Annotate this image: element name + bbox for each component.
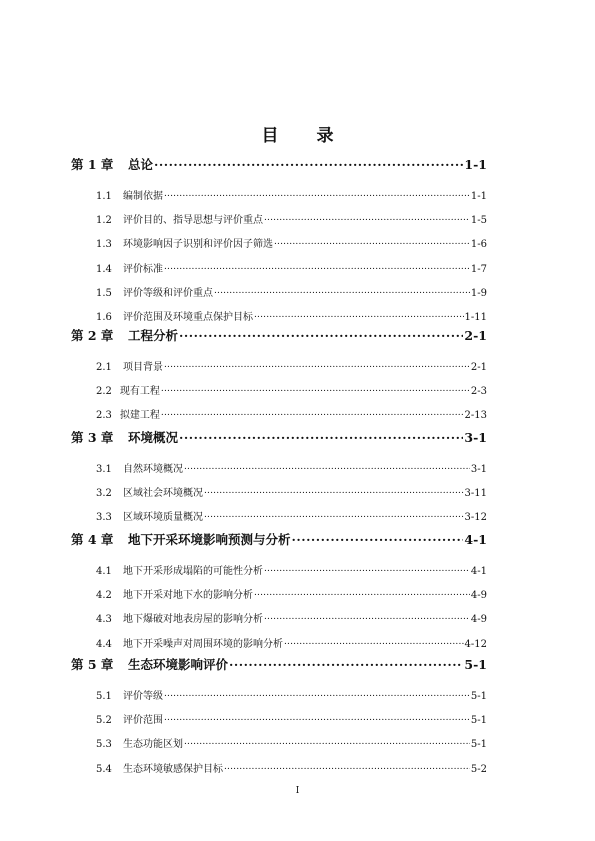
toc-section-entry[interactable]	[96, 235, 487, 250]
section-title: 自然环境概况	[123, 464, 183, 475]
chapter-title: 地下开采环境影响预测与分析	[128, 532, 291, 547]
section-title: 生态功能区划	[123, 739, 183, 750]
section-number: 4.3	[96, 614, 112, 625]
section-number: 2.3	[96, 410, 112, 421]
dot-leader	[224, 762, 470, 772]
toc-section-entry[interactable]	[96, 635, 487, 650]
toc-section-entry[interactable]	[96, 382, 487, 397]
dot-leader	[264, 564, 470, 574]
section-page-number: 5-1	[470, 739, 487, 750]
section-number: 2.1	[96, 362, 112, 373]
section-number: 1.3	[96, 239, 112, 250]
toc-section-entry[interactable]	[96, 586, 487, 601]
section-number: 5.3	[96, 739, 112, 750]
toc-section-entry[interactable]	[96, 260, 487, 275]
chapter-page-number: 2-1	[464, 328, 487, 343]
toc-section-entry[interactable]	[96, 711, 487, 726]
dot-leader	[254, 588, 470, 598]
section-page-number: 1-11	[464, 312, 487, 323]
section-number: 1.4	[96, 264, 112, 275]
section-page-number: 1-7	[470, 264, 487, 275]
dot-leader	[274, 237, 470, 247]
chapter-number: 第 2 章	[71, 328, 114, 343]
section-title: 区域环境质量概况	[123, 512, 203, 523]
section-page-number: 1-6	[470, 239, 487, 250]
section-title: 现有工程	[119, 386, 160, 397]
toc-section-entry[interactable]	[96, 406, 487, 421]
section-page-number: 2-1	[470, 362, 487, 373]
section-title: 评价范围	[123, 715, 163, 726]
dot-leader	[164, 689, 470, 699]
section-title: 评价标准	[123, 264, 163, 275]
chapter-number: 第 1 章	[71, 157, 114, 172]
toc-chapter-entry[interactable]	[71, 326, 487, 344]
toc-title: 目 录	[261, 126, 350, 146]
section-number: 5.2	[96, 715, 112, 726]
toc-section-entry[interactable]	[96, 187, 487, 202]
section-page-number: 5-1	[470, 691, 487, 702]
toc-section-entry[interactable]	[96, 211, 487, 226]
dot-leader	[229, 657, 463, 670]
chapter-title: 生态环境影响评价	[128, 657, 229, 672]
section-number: 1.1	[96, 191, 112, 202]
dot-leader	[161, 408, 464, 418]
dot-leader	[154, 157, 463, 170]
dot-leader	[164, 189, 470, 199]
chapter-title: 工程分析	[128, 328, 179, 343]
section-number: 1.5	[96, 288, 112, 299]
section-number: 3.1	[96, 464, 112, 475]
toc-section-entry[interactable]	[96, 760, 487, 775]
section-title: 环境影响因子识别和评价因子筛选	[123, 239, 273, 250]
toc-section-entry[interactable]	[96, 508, 487, 523]
section-title: 拟建工程	[119, 410, 160, 421]
section-number: 4.1	[96, 566, 112, 577]
toc-chapter-entry[interactable]	[71, 428, 487, 446]
dot-leader	[204, 510, 464, 520]
section-number: 5.1	[96, 691, 112, 702]
section-title: 评价等级和评价重点	[123, 288, 213, 299]
page-number: I	[295, 786, 300, 796]
chapter-page-number: 3-1	[464, 430, 487, 445]
chapter-title: 总论	[128, 157, 154, 172]
section-page-number: 3-1	[470, 464, 487, 475]
toc-section-entry[interactable]	[96, 284, 487, 299]
chapter-page-number: 4-1	[464, 532, 487, 547]
section-page-number: 4-1	[470, 566, 487, 577]
section-title: 地下开采噪声对周围环境的影响分析	[123, 639, 283, 650]
dot-leader	[179, 328, 463, 341]
section-title: 编制依据	[123, 191, 163, 202]
section-number: 2.2	[96, 386, 112, 397]
section-page-number: 4-12	[464, 639, 487, 650]
section-page-number: 5-1	[470, 715, 487, 726]
section-page-number: 5-2	[470, 764, 487, 775]
chapter-title: 环境概况	[128, 430, 179, 445]
dot-leader	[264, 612, 470, 622]
section-title: 区域社会环境概况	[123, 488, 203, 499]
section-page-number: 3-11	[464, 488, 487, 499]
toc-section-entry[interactable]	[96, 610, 487, 625]
dot-leader	[164, 262, 470, 272]
toc-section-entry[interactable]	[96, 735, 487, 750]
toc-section-entry[interactable]	[96, 562, 487, 577]
dot-leader	[254, 310, 464, 320]
section-title: 生态环境敏感保护目标	[123, 764, 223, 775]
chapter-number: 第 3 章	[71, 430, 114, 445]
dot-leader	[179, 430, 463, 443]
section-number: 1.2	[96, 215, 112, 226]
section-page-number: 1-1	[470, 191, 487, 202]
section-title: 项目背景	[123, 362, 163, 373]
section-number: 4.2	[96, 590, 112, 601]
section-number: 5.4	[96, 764, 112, 775]
section-page-number: 1-9	[470, 288, 487, 299]
dot-leader	[292, 532, 464, 545]
section-page-number: 1-5	[470, 215, 487, 226]
section-title: 评价范围及环境重点保护目标	[123, 312, 253, 323]
dot-leader	[161, 384, 470, 394]
dot-leader	[164, 360, 470, 370]
section-page-number: 4-9	[470, 614, 487, 625]
chapter-page-number: 1-1	[464, 157, 487, 172]
section-title: 评价等级	[123, 691, 163, 702]
dot-leader	[164, 713, 470, 723]
section-title: 地下开采对地下水的影响分析	[123, 590, 253, 601]
section-number: 1.6	[96, 312, 112, 323]
section-page-number: 3-12	[464, 512, 487, 523]
section-number: 4.4	[96, 639, 112, 650]
section-title: 地下爆破对地表房屋的影响分析	[123, 614, 263, 625]
chapter-number: 第 4 章	[71, 532, 114, 547]
toc-section-entry[interactable]	[96, 687, 487, 702]
chapter-number: 第 5 章	[71, 657, 114, 672]
section-page-number: 2-3	[470, 386, 487, 397]
toc-chapter-entry[interactable]	[71, 155, 487, 173]
toc-section-entry[interactable]	[96, 308, 487, 323]
section-number: 3.2	[96, 488, 112, 499]
dot-leader	[214, 286, 470, 296]
toc-section-entry[interactable]	[96, 484, 487, 499]
dot-leader	[284, 637, 464, 647]
toc-section-entry[interactable]	[96, 358, 487, 373]
section-title: 地下开采形成塌陷的可能性分析	[123, 566, 263, 577]
dot-leader	[264, 213, 470, 223]
dot-leader	[184, 737, 470, 747]
toc-chapter-entry[interactable]	[71, 655, 487, 673]
section-title: 评价目的、指导思想与评价重点	[123, 215, 263, 226]
section-page-number: 4-9	[470, 590, 487, 601]
dot-leader	[204, 486, 464, 496]
toc-chapter-entry[interactable]	[71, 530, 487, 548]
section-number: 3.3	[96, 512, 112, 523]
chapter-page-number: 5-1	[464, 657, 487, 672]
section-page-number: 2-13	[464, 410, 487, 421]
dot-leader	[184, 462, 470, 472]
toc-section-entry[interactable]	[96, 460, 487, 475]
